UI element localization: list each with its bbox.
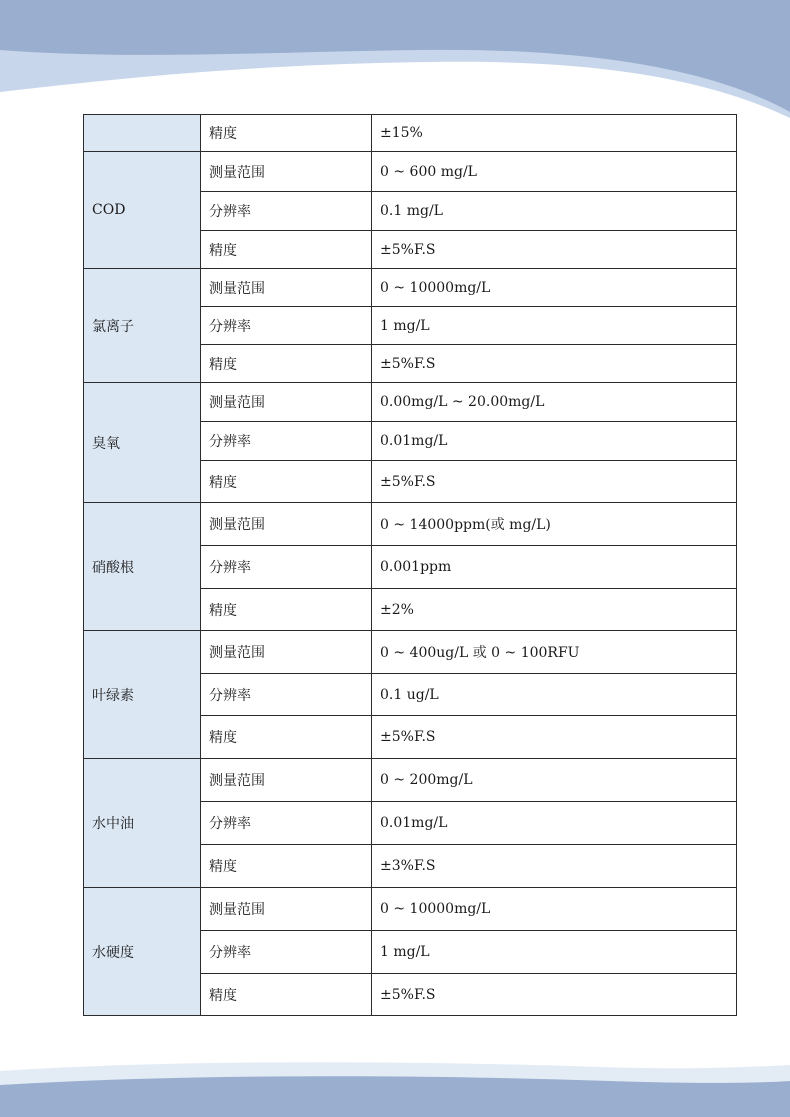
value-cell: 0 ~ 10000mg/L [372,269,737,307]
value-cell: 0.00mg/L ~ 20.00mg/L [372,383,737,422]
value-cell: 0.01mg/L [372,802,737,845]
value-cell: ±5%F.S [372,231,737,269]
parameter-cell: 测量范围 [201,383,372,422]
parameter-cell: 分辨率 [201,546,372,589]
table-row [84,269,737,307]
footer-wave-decoration [0,1037,790,1117]
table-row [84,631,737,674]
value-cell: 0.01mg/L [372,422,737,461]
value-cell: 0 ~ 10000mg/L [372,888,737,931]
value-cell: 0 ~ 400ug/L 或 0 ~ 100RFU [372,631,737,674]
parameter-cell: 分辨率 [201,192,372,231]
category-cell: 硝酸根 [84,503,201,631]
value-cell: 0 ~ 600 mg/L [372,152,737,192]
value-cell: ±15% [372,115,737,152]
parameter-cell: 分辨率 [201,422,372,461]
parameter-cell: 测量范围 [201,888,372,931]
value-cell: ±5%F.S [372,461,737,503]
table-row [84,383,737,422]
parameter-cell: 分辨率 [201,931,372,974]
value-cell: 0.1 ug/L [372,674,737,716]
category-cell: 臭氧 [84,383,201,503]
header-wave-decoration [0,0,790,120]
parameter-cell: 精度 [201,589,372,631]
value-cell: ±5%F.S [372,974,737,1016]
category-cell: 叶绿素 [84,631,201,759]
parameter-cell: 精度 [201,974,372,1016]
parameter-cell: 精度 [201,845,372,888]
parameter-cell: 精度 [201,115,372,152]
parameter-cell: 测量范围 [201,152,372,192]
parameter-cell: 分辨率 [201,802,372,845]
value-cell: 0.1 mg/L [372,192,737,231]
table-row [84,888,737,931]
parameter-cell: 测量范围 [201,759,372,802]
parameter-cell: 精度 [201,345,372,383]
spec-table [83,114,737,1016]
table-row [84,759,737,802]
parameter-cell: 测量范围 [201,269,372,307]
parameter-cell: 精度 [201,231,372,269]
parameter-cell: 测量范围 [201,503,372,546]
category-cell: 水中油 [84,759,201,888]
value-cell: ±2% [372,589,737,631]
table-row [84,152,737,192]
value-cell: 0 ~ 14000ppm(或 mg/L) [372,503,737,546]
table-row [84,503,737,546]
value-cell: 0 ~ 200mg/L [372,759,737,802]
category-cell [84,115,201,152]
table-row [84,115,737,152]
parameter-cell: 分辨率 [201,674,372,716]
value-cell: ±3%F.S [372,845,737,888]
parameter-cell: 精度 [201,461,372,503]
parameter-cell: 测量范围 [201,631,372,674]
parameter-cell: 精度 [201,716,372,759]
category-cell: 水硬度 [84,888,201,1016]
value-cell: 1 mg/L [372,931,737,974]
value-cell: 0.001ppm [372,546,737,589]
category-cell: COD [84,152,201,269]
value-cell: ±5%F.S [372,345,737,383]
value-cell: ±5%F.S [372,716,737,759]
parameter-cell: 分辨率 [201,307,372,345]
category-cell: 氯离子 [84,269,201,383]
value-cell: 1 mg/L [372,307,737,345]
